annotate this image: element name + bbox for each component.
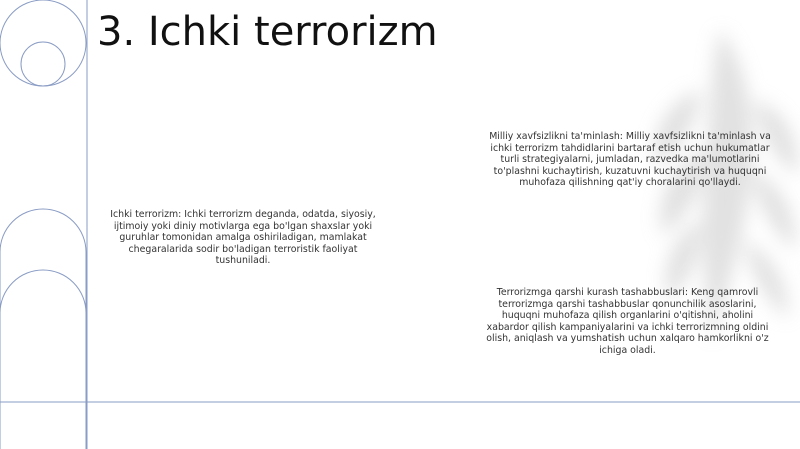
large-circle-outline xyxy=(0,0,86,86)
upper-arch-outline xyxy=(0,209,86,449)
lower-arch-outline xyxy=(0,270,86,449)
slide-title: 3. Ichki terrorizm xyxy=(97,9,438,55)
text-block-milliy-xavfsizlik: Milliy xavfsizlikni ta'minlash: Milliy xavfsizlikni ta'minlash va ichki terrorizm tahdidlarini bartaraf etish uchun hukumatlar turli strategiyalarni, jumladan, razvedka ma'lumotlarini to'plashni kuchaytirish, kuzatuvni kuchaytirish va huquqni muhofaza qilishning qat'iy choralarini qo'llaydi. xyxy=(489,131,771,189)
text-block-terrorizmga-qarshi-kurash: Terrorizmga qarshi kurash tashabbuslari: Keng qamrovli terrorizmga qarshi tashabbuslar qonunchilik asoslarini, huquqni muhofaza qilish organlarini o'qitishni, aholini xabardor qilish kampaniyalarini va ichki terrorizmning oldini olish, aniqlash va yumshatish uchun xalqaro hamkorlikni o'z ichiga oladi. xyxy=(486,287,769,356)
small-circle-outline xyxy=(21,42,65,86)
text-block-ichki-terrorizm: Ichki terrorizm: Ichki terrorizm deganda, odatda, siyosiy, ijtimoiy yoki diniy motivlarga ega bo'lgan shaxslar yoki guruhlar tomonidan amalga oshiriladigan, mamlakat chegaralarida sodir bo'ladigan terroristik faoliyat tushuniladi. xyxy=(110,209,376,267)
